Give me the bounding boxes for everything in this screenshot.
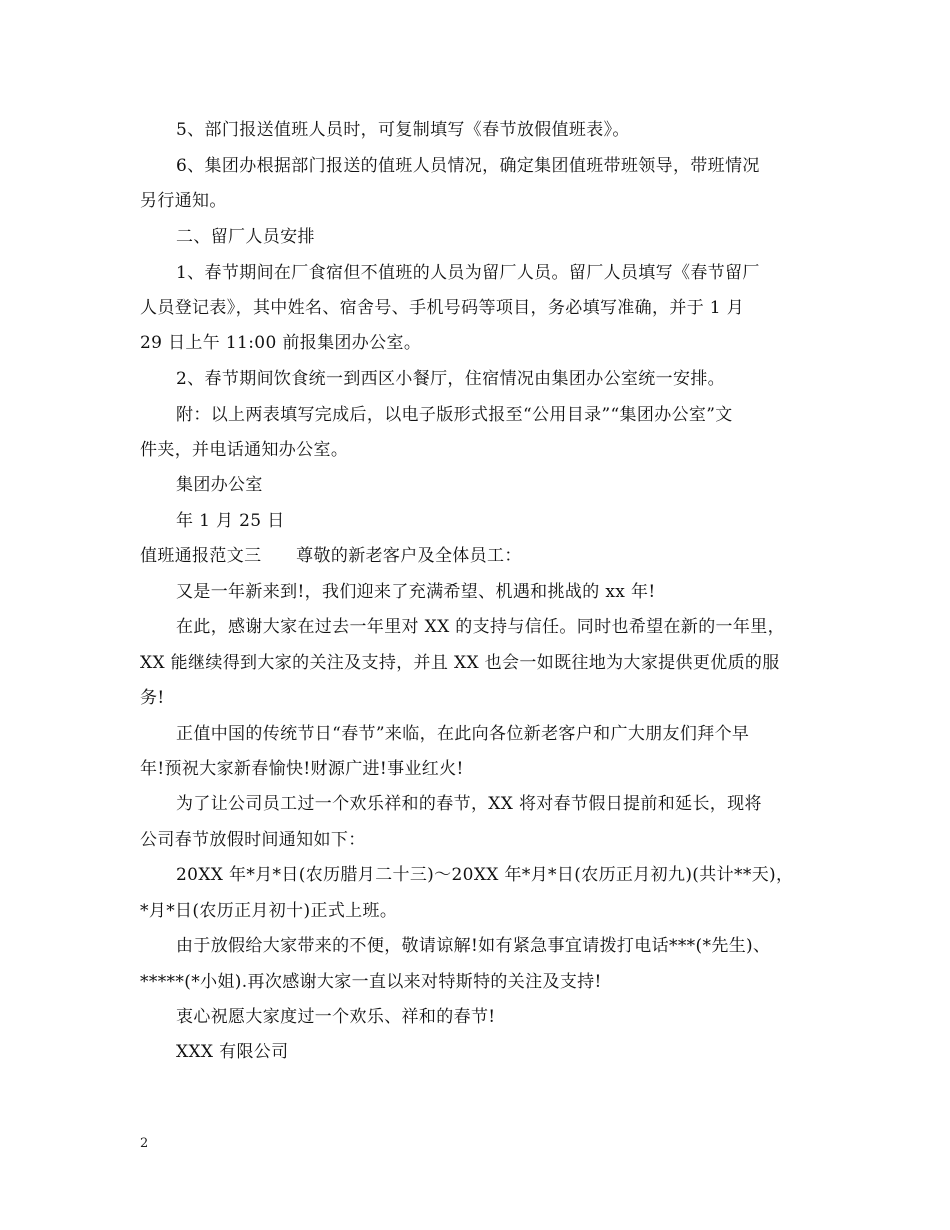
paragraph-line: 衷心祝愿大家度过一个欢乐、祥和的春节! (176, 1007, 496, 1027)
paragraph-line: 公司春节放假时间通知如下： (140, 830, 366, 850)
paragraph-line: 5、部门报送值班人员时，可复制填写《春节放假值班表》。 (176, 120, 630, 140)
paragraph-line: 又是一年新来到!，我们迎来了充满希望、机遇和挑战的 xx 年! (176, 582, 656, 602)
paragraph-line: *****(*小姐).再次感谢大家一直以来对特斯特的关注及支持! (140, 972, 602, 992)
paragraph-line: 件夹，并电话通知办公室。 (140, 440, 349, 460)
page-number: 2 (140, 1136, 149, 1151)
paragraph-line: 为了让公司员工过一个欢乐祥和的春节，XX 将对春节假日提前和延长，现将 (176, 794, 762, 814)
section-title-line: 值班通报范文三 尊敬的新老客户及全体员工： (140, 546, 522, 566)
paragraph-line: 人员登记表》，其中姓名、宿舍号、手机号码等项目，务必填写准确，并于 1 月 (140, 298, 745, 318)
paragraph-line: 6、集团办根据部门报送的值班人员情况，确定集团值班带班领导，带班情况 (176, 156, 760, 176)
paragraph-line: XX 能继续得到大家的关注及支持，并且 XX 也会一如既往地为大家提供更优质的服 (140, 653, 780, 673)
signature-date: 年 1 月 25 日 (176, 511, 285, 531)
signature-company: XXX 有限公司 (176, 1042, 289, 1062)
paragraph-line: 20XX 年*月*日(农历腊月二十三)～20XX 年*月*日(农历正月初九)(共计**天)， (176, 865, 794, 885)
paragraph-line: 务! (140, 688, 165, 708)
paragraph-line: 正值中国的传统节日“春节”来临，在此向各位新老客户和广大朋友们拜个早 (176, 724, 750, 744)
paragraph-line: 由于放假给大家带来的不便，敬请谅解!如有紧急事宜请拨打电话***(*先生)、 (176, 936, 771, 956)
paragraph-line: 29 日上午 11:00 前报集团办公室。 (140, 333, 422, 353)
paragraph-line: *月*日(农历正月初十)正式上班。 (140, 901, 398, 921)
section-heading: 二、留厂人员安排 (176, 227, 315, 247)
paragraph-line: 附：以上两表填写完成后，以电子版形式报至“公用目录”“集团办公室”文 (176, 405, 733, 425)
paragraph-line: 另行通知。 (140, 191, 227, 211)
paragraph-line: 在此，感谢大家在过去一年里对 XX 的支持与信任。同时也希望在新的一年里， (176, 617, 785, 637)
signature-organization: 集团办公室 (176, 475, 263, 495)
paragraph-line: 2、春节期间饮食统一到西区小餐厅，住宿情况由集团办公室统一安排。 (176, 369, 726, 389)
paragraph-line: 1、春节期间在厂食宿但不值班的人员为留厂人员。留厂人员填写《春节留厂 (176, 263, 760, 283)
paragraph-line: 年!预祝大家新春愉快!财源广进!事业红火! (140, 759, 464, 779)
